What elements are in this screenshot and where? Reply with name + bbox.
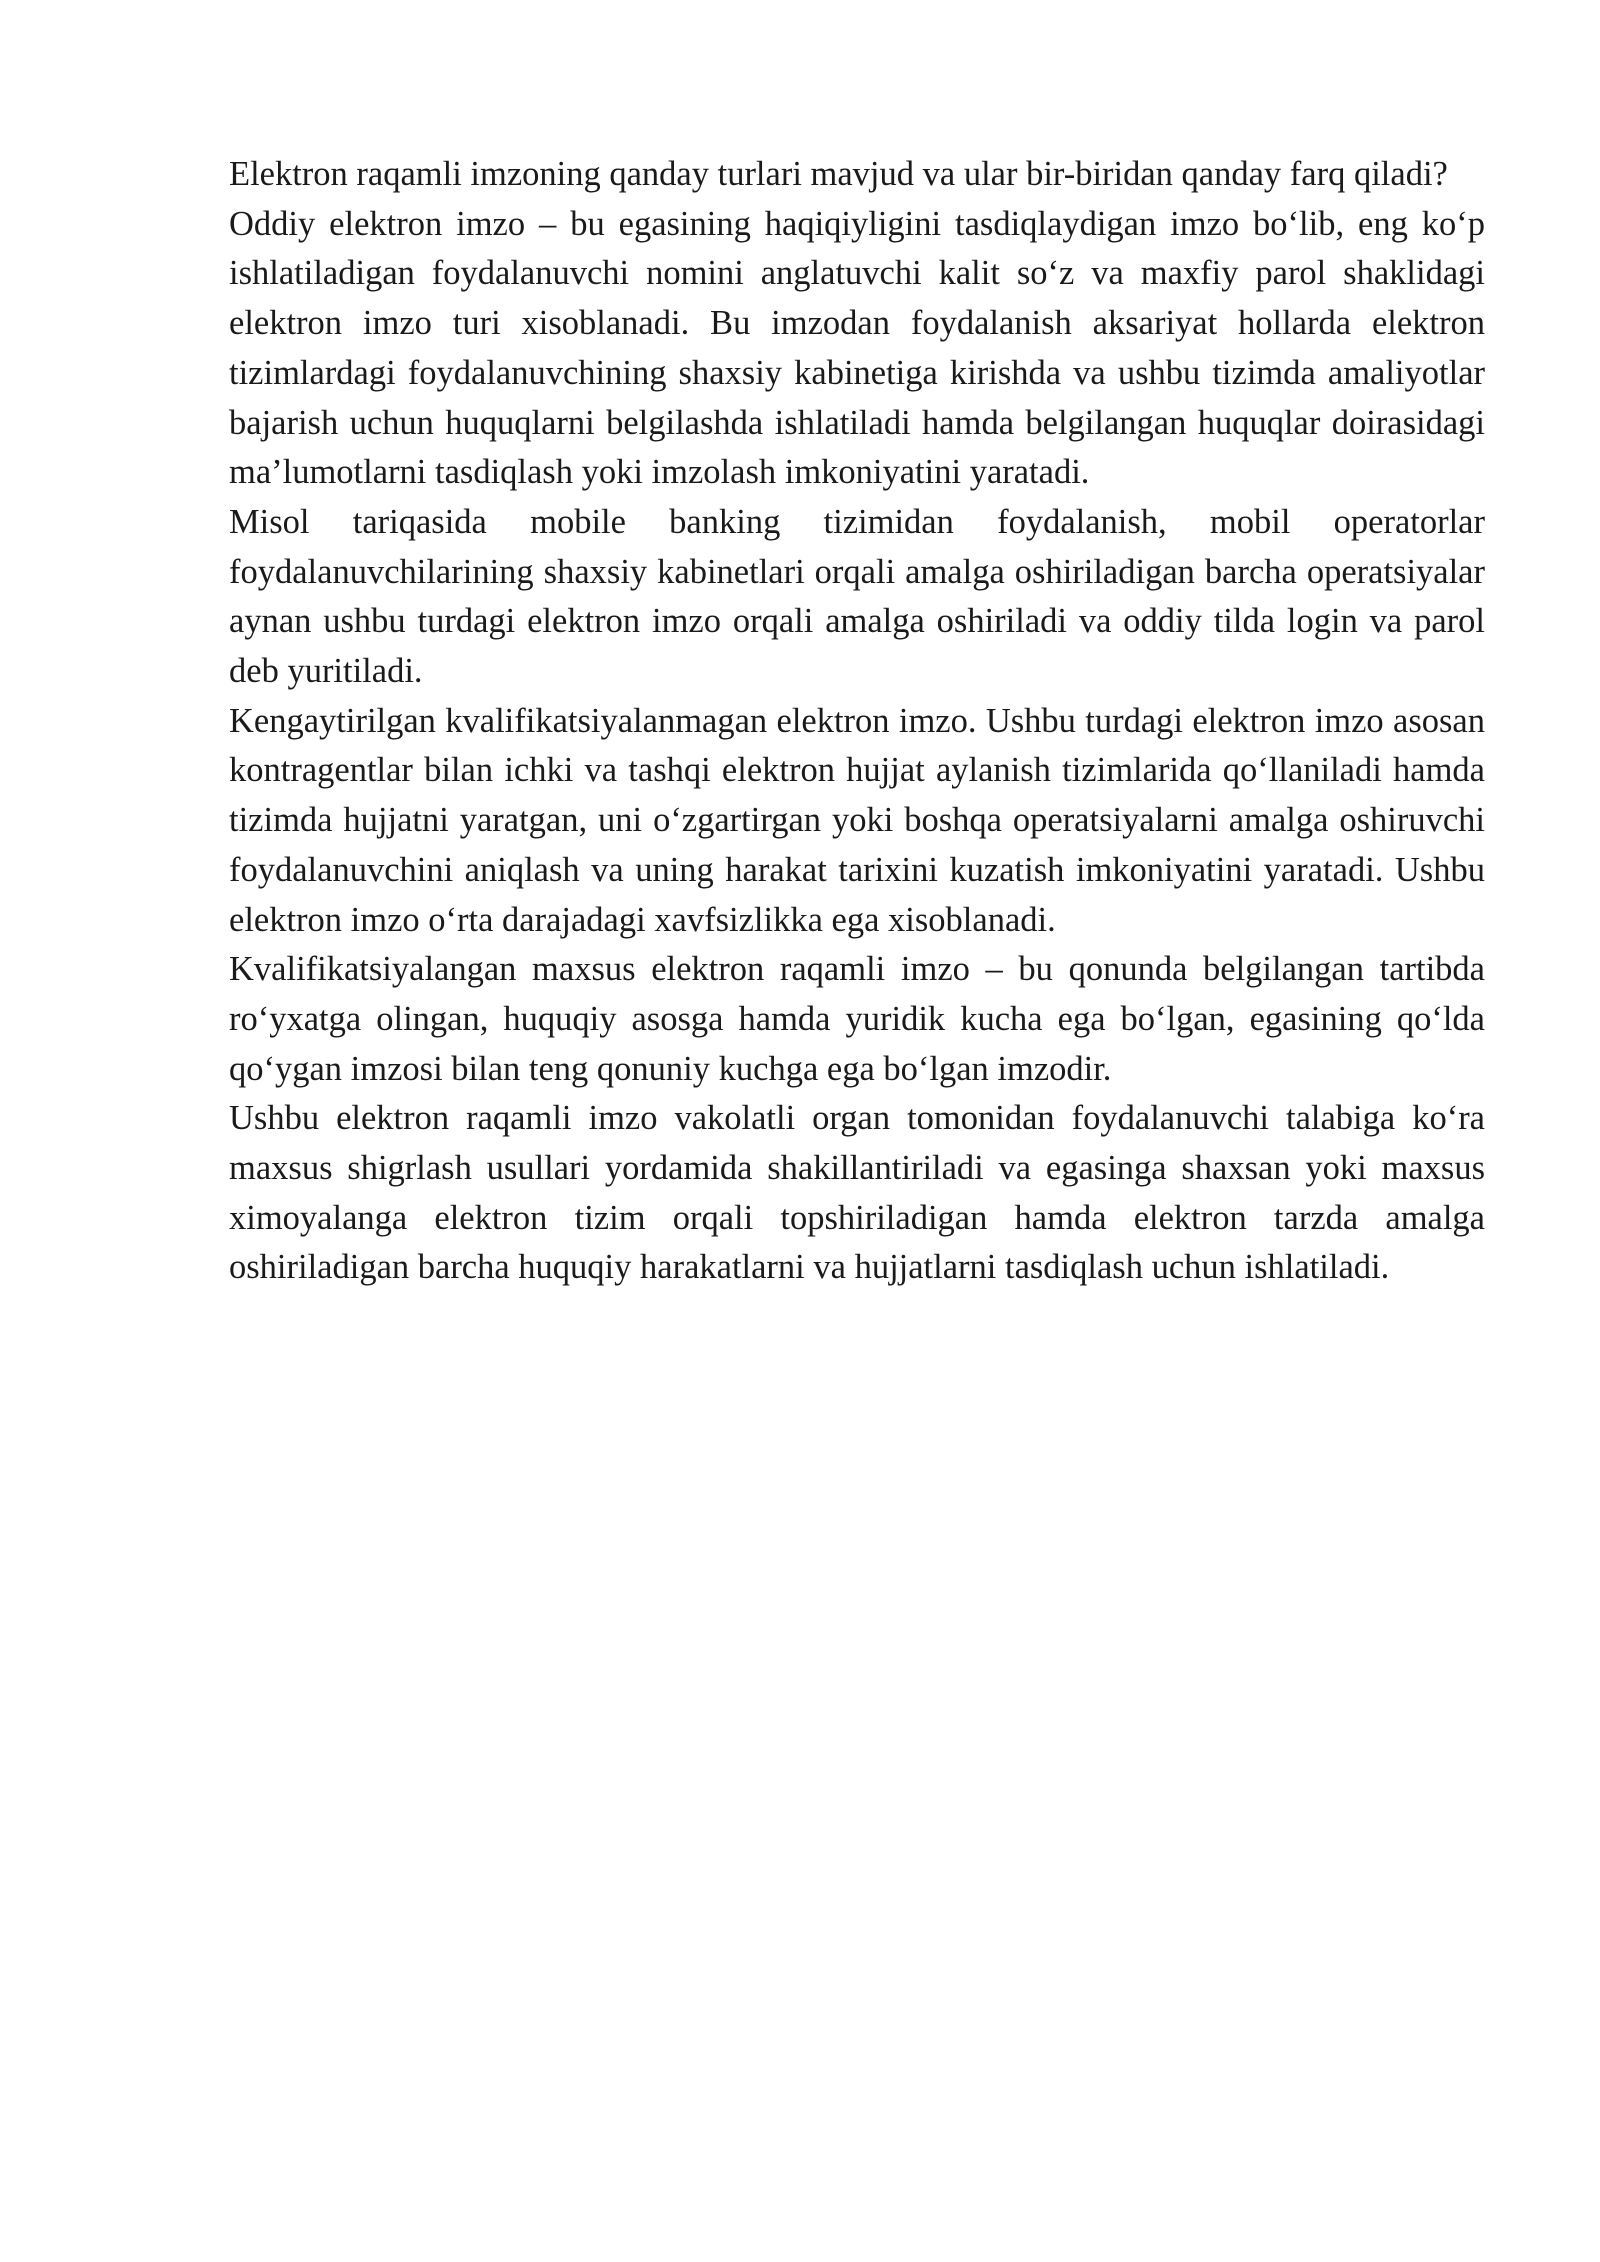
paragraph-qualified-signature: Kvalifikatsiyalangan maxsus elektron raqamli imzo – bu qonunda belgilangan tartibda ro‘yxatga olingan, huquqiy asosga hamda yuridik kucha ega bo‘lgan, egasining qo‘lda qo‘ygan imzosi bilan teng qonuniy kuchga ega bo‘lgan imzodir.	[229, 950, 1485, 1088]
paragraph-example: Misol tariqasida mobile banking tizimidan foydalanish, mobil operatorlar foydalanuvchilarining shaxsiy kabinetlari orqali amalga oshiriladigan barcha operatsiyalar aynan ushbu turdagi elektron imzo orqali amalga oshiriladi va oddiy tilda login va parol deb yuritiladi.	[229, 502, 1485, 691]
document-body	[229, 150, 1485, 1293]
paragraph-question: Elektron raqamli imzoning qanday turlari mavjud va ular bir-biridan qanday farq qiladi?	[229, 155, 1448, 193]
paragraph-simple-signature: Oddiy elektron imzo – bu egasining haqiqiyligini tasdiqlaydigan imzo bo‘lib, eng ko‘p ishlatiladigan foydalanuvchi nomini anglatuvchi kalit so‘z va maxfiy parol shaklidagi elektron imzo turi xisoblanadi. Bu imzodan foydalanish aksariyat hollarda elektron tizimlardagi foydalanuvchining shaxsiy kabinetiga kirishda va ushbu tizimda amaliyotlar bajarish uchun huquqlarni belgilashda ishlatiladi hamda belgilangan huquqlar doirasidagi ma’lumotlarni tasdiqlash yoki imzolash imkoniyatini yaratadi.	[229, 204, 1485, 492]
paragraph-extended-signature: Kengaytirilgan kvalifikatsiyalanmagan elektron imzo. Ushbu turdagi elektron imzo asosan kontragentlar bilan ichki va tashqi elektron hujjat aylanish tizimlarida qo‘llaniladi hamda tizimda hujjatni yaratgan, uni o‘zgartirgan yoki boshqa operatsiyalarni amalga oshiruvchi foydalanuvchini aniqlash va uning harakat tarixini kuzatish imkoniyatini yaratadi. Ushbu elektron imzo o‘rta darajadagi xavfsizlikka ega xisoblanadi.	[229, 701, 1485, 939]
paragraph-qualified-usage: Ushbu elektron raqamli imzo vakolatli organ tomonidan foydalanuvchi talabiga ko‘ra maxsus shigrlash usullari yordamida shakillantiriladi va egasinga shaxsan yoki maxsus ximoyalanga elektron tizim orqali topshiriladigan hamda elektron tarzda amalga oshiriladigan barcha huquqiy harakatlarni va hujjatlarni tasdiqlash uchun ishlatiladi.	[229, 1099, 1485, 1287]
